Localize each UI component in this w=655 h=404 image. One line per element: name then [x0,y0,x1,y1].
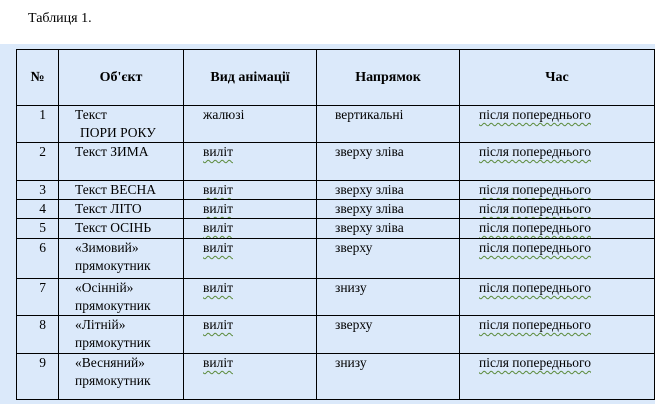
animation-table [16,49,655,400]
row-number: 6 [17,239,59,279]
row-direction: зверху зліва [317,143,460,181]
row-direction: зверху зліва [317,181,460,200]
row-time-text: після попереднього [479,220,591,235]
row-time [460,279,655,316]
page-header-band [0,0,655,44]
row-number: 8 [17,316,59,354]
row-animation [184,181,317,200]
row-object [59,239,184,279]
table-row [17,200,655,219]
table-row [17,279,655,316]
row-number: 7 [17,279,59,316]
row-number: 9 [17,354,59,400]
row-object [59,106,184,143]
row-object-line2: прямокутник [75,298,151,313]
row-animation-text: виліт [203,182,233,197]
row-number: 3 [17,181,59,200]
row-object-line1: «Весняний» [75,355,145,370]
row-object: Текст ЛІТО [59,200,184,219]
table-caption: Таблиця 1. [28,11,92,26]
row-animation [184,279,317,316]
row-direction: зверху зліва [317,219,460,239]
row-time-text: після попереднього [479,280,591,295]
table-header-row [17,50,655,106]
column-header-time: Час [460,50,655,106]
row-animation [184,316,317,354]
row-object-line2: прямокутник [75,258,151,273]
row-time [460,316,655,354]
table-row [17,106,655,143]
row-number: 4 [17,200,59,219]
row-animation [184,239,317,279]
row-object-line1: «Літній» [75,317,126,332]
column-header-animation: Вид анімації [184,50,317,106]
row-animation-text: виліт [203,317,233,332]
row-time [460,200,655,219]
column-header-object: Об'єкт [59,50,184,106]
table-row [17,219,655,239]
row-animation [184,354,317,400]
row-animation [184,219,317,239]
row-direction: зверху [317,239,460,279]
row-time [460,239,655,279]
row-object [59,354,184,400]
row-object-line2: прямокутник [75,373,151,388]
row-direction: зверху зліва [317,200,460,219]
row-animation-text: виліт [203,355,233,370]
row-time-text: після попереднього [479,355,591,370]
row-object-line2: ПОРИ РОКУ [80,125,156,140]
row-direction: знизу [317,279,460,316]
row-time-text: після попереднього [479,201,591,216]
row-object: Текст ОСІНЬ [59,219,184,239]
row-time-text: після попереднього [479,317,591,332]
row-object [59,316,184,354]
row-time-text: після попереднього [479,182,591,197]
row-animation-text: виліт [203,144,233,159]
column-header-number: № [17,50,59,106]
row-object: Текст ЗИМА [59,143,184,181]
table-row [17,354,655,400]
row-animation [184,200,317,219]
row-object [59,279,184,316]
row-object-line1: Текст [75,107,107,122]
row-direction: вертикальні [317,106,460,143]
row-animation-text: виліт [203,201,233,216]
table-row [17,143,655,181]
row-number: 2 [17,143,59,181]
row-animation-text: виліт [203,220,233,235]
column-header-direction: Напрямок [317,50,460,106]
table-row [17,239,655,279]
row-time [460,354,655,400]
row-direction: знизу [317,354,460,400]
row-object: Текст ВЕСНА [59,181,184,200]
row-object-line2: прямокутник [75,335,151,350]
row-time [460,181,655,200]
row-time-text: після попереднього [479,240,591,255]
row-object-line1: «Осінній» [75,280,134,295]
table-row [17,316,655,354]
row-direction: зверху [317,316,460,354]
row-time-text: після попереднього [479,107,591,122]
row-time [460,143,655,181]
row-animation [184,143,317,181]
row-time-text: після попереднього [479,144,591,159]
row-time [460,219,655,239]
row-animation: жалюзі [184,106,317,143]
row-animation-text: виліт [203,280,233,295]
row-animation-text: виліт [203,240,233,255]
row-number: 1 [17,106,59,143]
row-object-line1: «Зимовий» [75,240,139,255]
row-number: 5 [17,219,59,239]
row-time [460,106,655,143]
table-row [17,181,655,200]
